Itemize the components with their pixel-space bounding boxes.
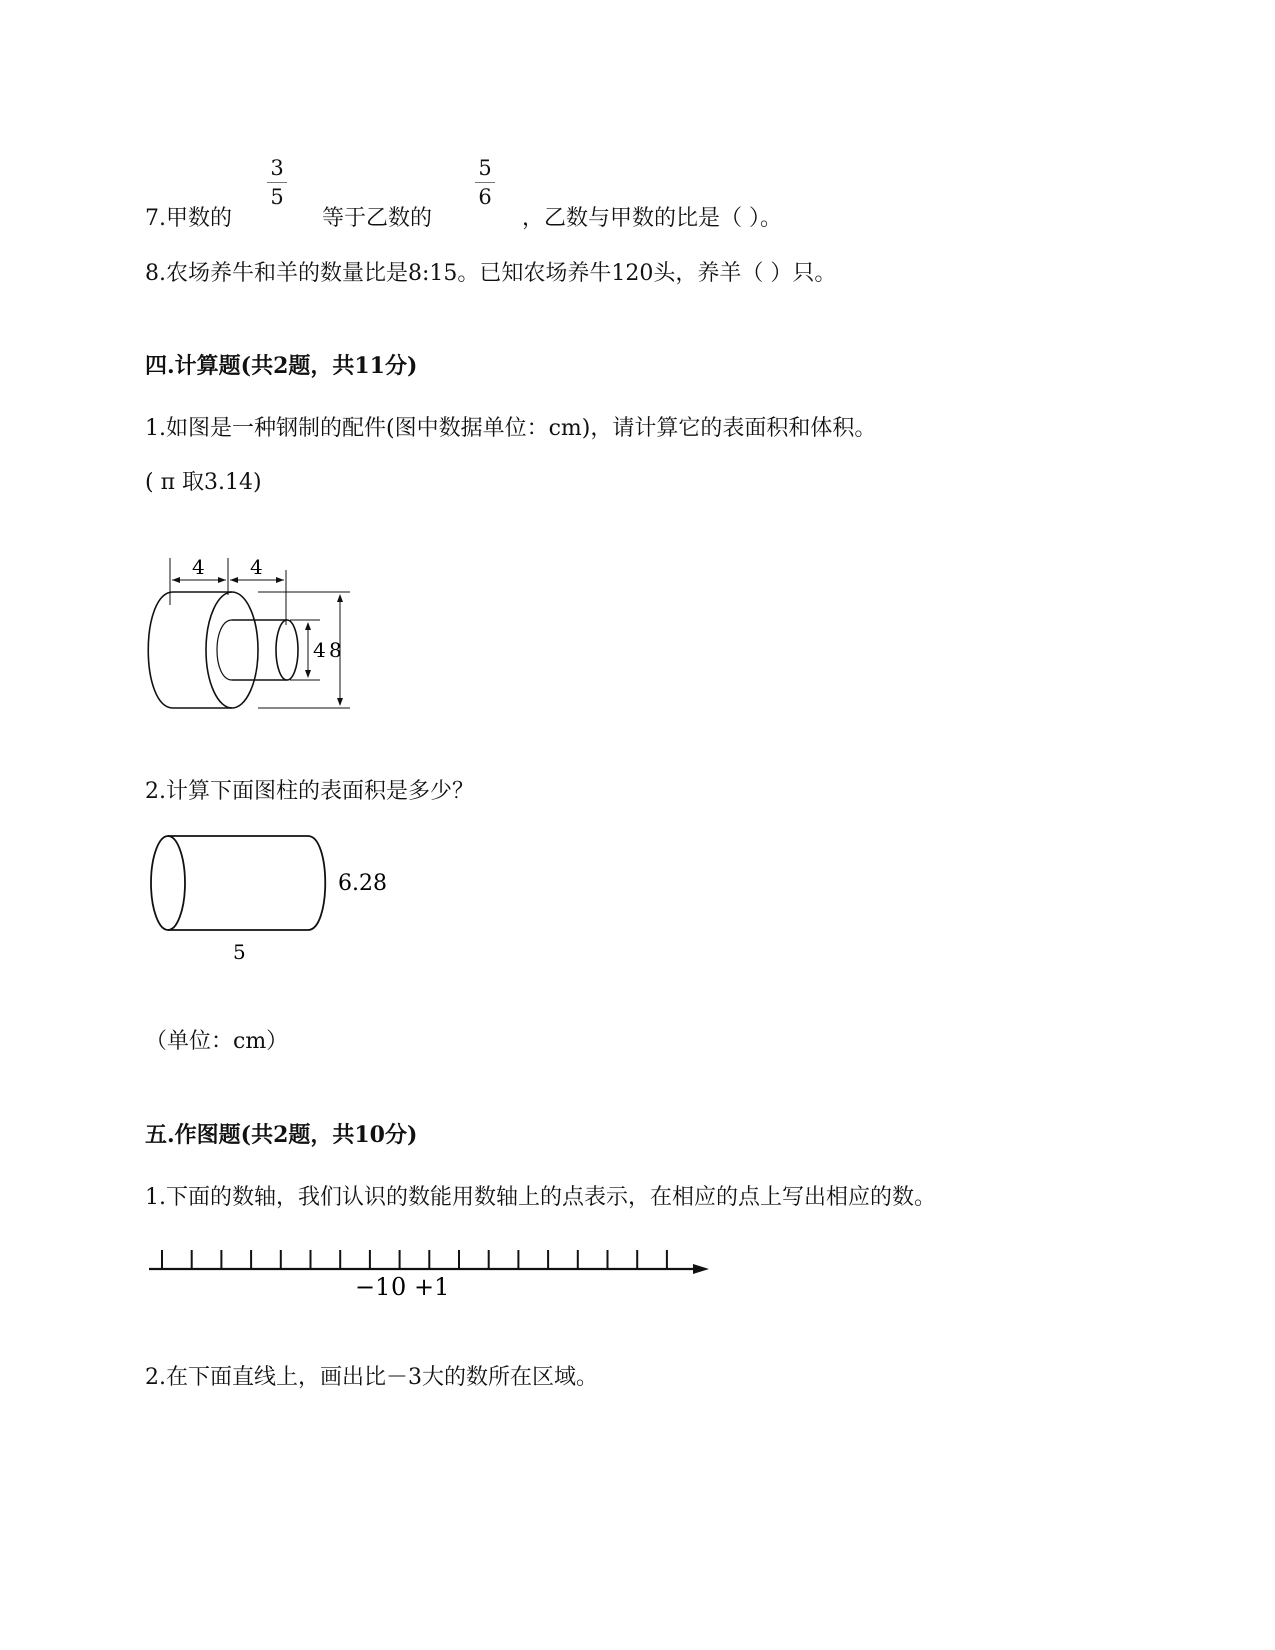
cylinder-height-label: 6.28 <box>338 871 387 896</box>
fraction-denominator: 5 <box>270 185 284 209</box>
section4-title: 四.计算题(共2题，共11分) <box>145 353 418 379</box>
q7-suffix: ，乙数与甲数的比是（ ）。 <box>522 206 782 231</box>
axis-label-zero: 0 <box>391 1273 407 1301</box>
dim-right-label: 4 <box>250 555 263 579</box>
s5-q2-text: 2.在下面直线上，画出比－3大的数所在区域。 <box>145 1365 598 1390</box>
dim-outer-label: 8 <box>329 638 342 662</box>
cylinder-length-label: 5 <box>233 940 246 964</box>
s5-q1-text: 1.下面的数轴，我们认识的数能用数轴上的点表示，在相应的点上写出相应的数。 <box>145 1185 936 1210</box>
number-line <box>145 1240 715 1310</box>
axis-label-plus-one: +1 <box>414 1273 450 1301</box>
steel-part-figure <box>140 550 370 720</box>
fraction-numerator: 5 <box>478 156 492 180</box>
cylinder-figure <box>145 830 405 970</box>
dim-left-label: 4 <box>192 555 205 579</box>
fraction-denominator: 6 <box>478 185 492 209</box>
s4-q2-text: 2.计算下面图柱的表面积是多少？ <box>145 779 474 804</box>
s4-q1-note: ( π 取3.14) <box>145 470 262 495</box>
q7-fraction-2 <box>470 158 500 208</box>
q8-text: 8.农场养牛和羊的数量比是8:15。已知农场养牛120头，养羊（ ）只。 <box>145 261 837 286</box>
section5-title: 五.作图题(共2题，共10分) <box>145 1122 418 1148</box>
s4-q1-text: 1.如图是一种钢制的配件(图中数据单位：cm)，请计算它的表面积和体积。 <box>145 416 877 441</box>
dim-inner-label: 4 <box>313 638 326 662</box>
q7-fraction-1 <box>262 158 292 208</box>
s4-q2-unit: （单位：cm） <box>145 1029 289 1054</box>
fraction-numerator: 3 <box>270 156 284 180</box>
q7-middle: 等于乙数的 <box>322 206 433 231</box>
axis-label-minus-one: −1 <box>355 1273 391 1301</box>
q7-prefix: 7.甲数的 <box>145 206 232 231</box>
